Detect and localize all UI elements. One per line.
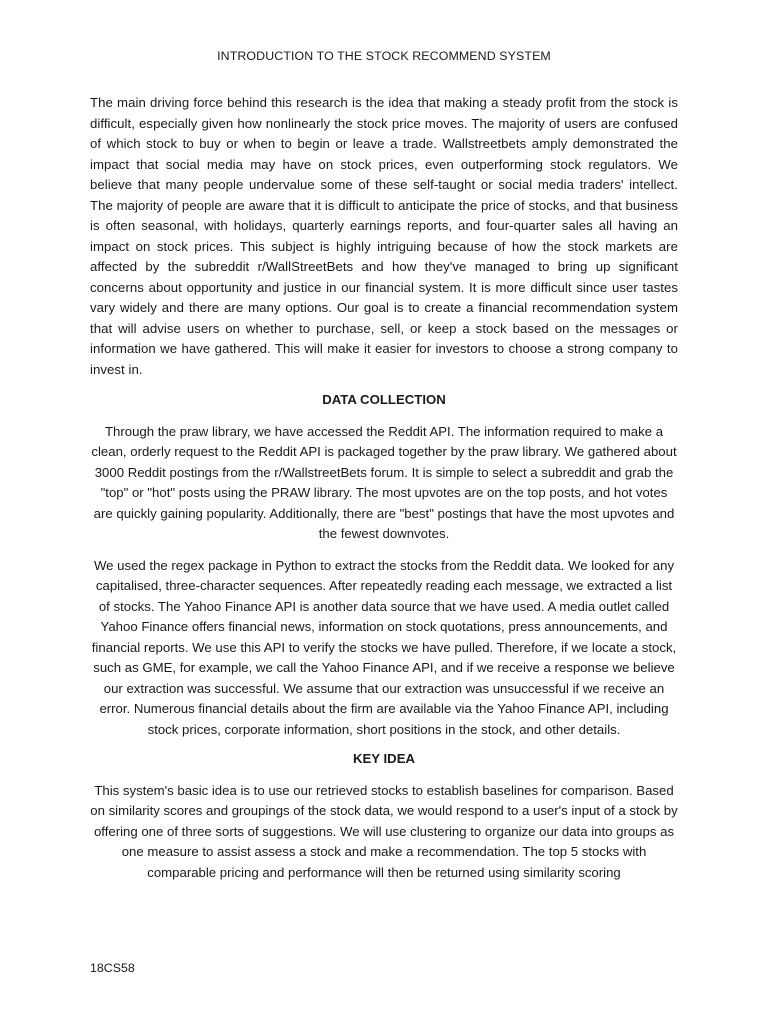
data-collection-paragraph-2: We used the regex package in Python to extract the stocks from the Reddit data. We looked for any capitalised, three-character sequences. After repeatedly reading each message, we extracted a list of stocks. The Yahoo Finance API is another data source that we have used. A media outlet called Yahoo Finance offers financial news, information on stock quotations, press announcements, and financial reports. We use this API to verify the stocks we have pulled. Therefore, if we locate a stock, such as GME, for example, we call the Yahoo Finance API, and if we receive a response we believe our extraction was successful. We assume that our extraction was unsuccessful if we receive an error. Numerous financial details about the firm are available via the Yahoo Finance API, including stock prices, corporate information, short positions in the stock, and other details.	[91, 557, 677, 737]
document-title: INTRODUCTION TO THE STOCK RECOMMEND SYSTEM	[217, 49, 551, 63]
data-collection-paragraph-1: Through the praw library, we have accessed the Reddit API. The information required to make a clean, orderly request to the Reddit API is packaged together by the praw library. We gathered about 3000 Reddit postings from the r/WallstreetBets forum. It is simple to select a subreddit and grab the "top" or "hot" posts using the PRAW library. The most upvotes are on the top posts, and hot votes are quickly gaining popularity. Additionally, there are "best" postings that have the most upvotes and the fewest downvotes.	[91, 423, 677, 541]
course-code-footer: 18CS58	[90, 961, 135, 975]
intro-paragraph: The main driving force behind this research is the idea that making a steady profit from the stock is difficult, especially given how nonlinearly the stock price moves. The majority of users are confused of which stock to buy or when to begin or leave a trade. Wallstreetbets amply demonstrated the impact that social media may have on stock prices, even outperforming stock regulators. We believe that many people undervalue some of these self-taught or social media traders' intellect. The majority of people are aware that it is difficult to anticipate the price of stocks, and that business is often seasonal, with holidays, quarterly earnings reports, and four-quarter sales all having an impact on stock prices. This subject is highly intriguing because of how the stock markets are affected by the subreddit r/WallStreetBets and how they've managed to bring up significant concerns about opportunity and justice in our financial system. It is more difficult since user tastes vary widely and there are many options. Our goal is to create a financial recommendation system that will advise users on whether to purchase, sell, or keep a stock based on the messages or information we have gathered. This will make it easier for investors to choose a strong company to invest in.	[90, 95, 678, 377]
data-collection-heading: DATA COLLECTION	[322, 392, 446, 407]
key-idea-heading: KEY IDEA	[352, 751, 416, 766]
document-body	[90, 93, 678, 883]
key-idea-paragraph: This system's basic idea is to use our retrieved stocks to establish baselines for comparison. Based on similarity scores and groupings of the stock data, we would respond to a user's input of a stock by offering one of three sorts of suggestions. We will use clustering to organize our data into groups as one measure to assist assess a stock and make a recommendation. The top 5 stocks with comparable pricing and performance will then be returned using similarity scoring	[90, 782, 678, 880]
